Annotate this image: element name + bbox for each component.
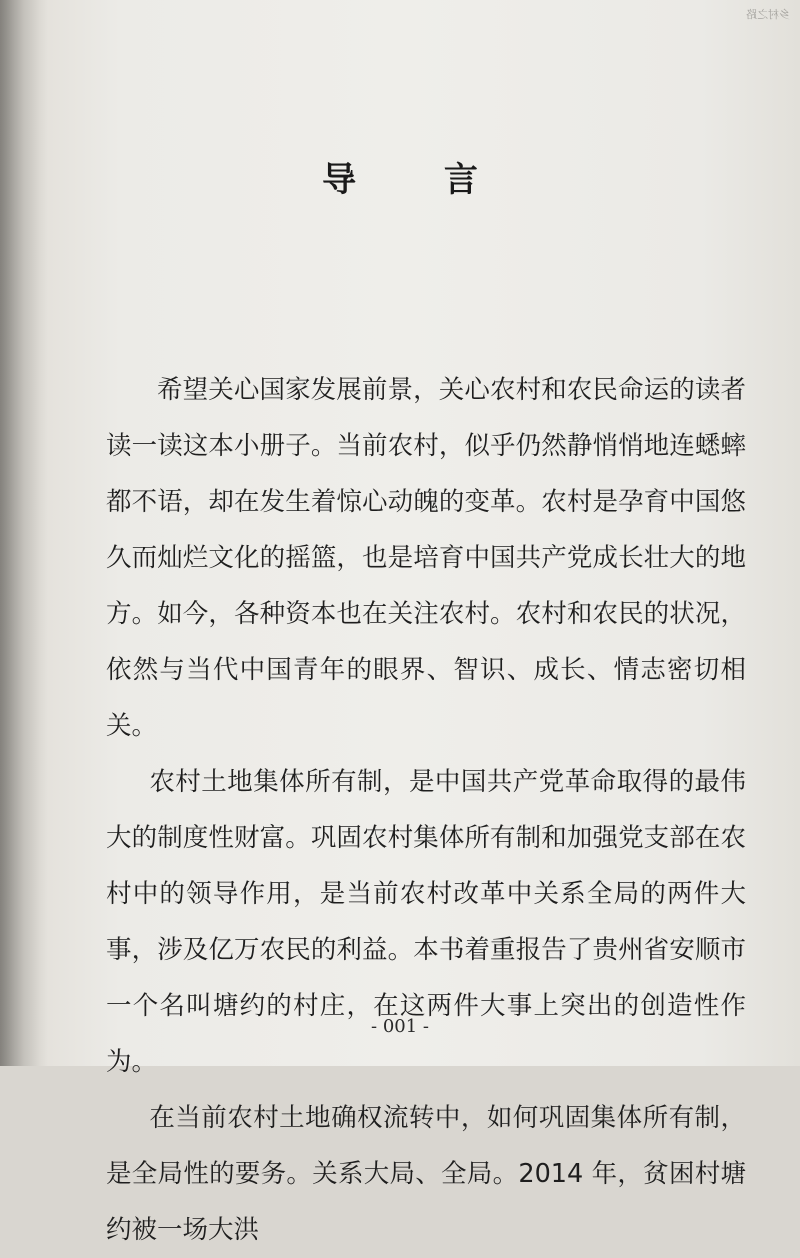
page-title: 导 言 [322, 160, 516, 200]
paragraph: 在当前农村土地确权流转中，如何巩固集体所有制，是全局性的要务。关系大局、全局。2014 年，贫困村塘约被一场大洪 [106, 1103, 746, 1245]
running-head: 乡村之路 [746, 8, 790, 21]
page-number: - 001 - [371, 1016, 429, 1037]
paragraph: 希望关心国家发展前景，关心农村和农民命运的读者读一读这本小册子。当前农村，似乎仍然静悄悄地连蟋蟀都不语，却在发生着惊心动魄的变革。农村是孕育中国悠久而灿烂文化的摇篮，也是培育中国共产党成长壮大的地方。如今，各种资本也在关注农村。农村和农民的状况，依然与当代中国青年的眼界、智识、成长、情志密切相关。 [106, 375, 746, 741]
body-text [106, 362, 746, 1258]
paragraph: 农村土地集体所有制，是中国共产党革命取得的最伟大的制度性财富。巩固农村集体所有制和加强党支部在农村中的领导作用，是当前农村改革中关系全局的两件大事，涉及亿万农民的利益。本书着重报告了贵州省安顺市一个名叫塘约的村庄，在这两件大事上突出的创造性作为。 [106, 767, 746, 1077]
